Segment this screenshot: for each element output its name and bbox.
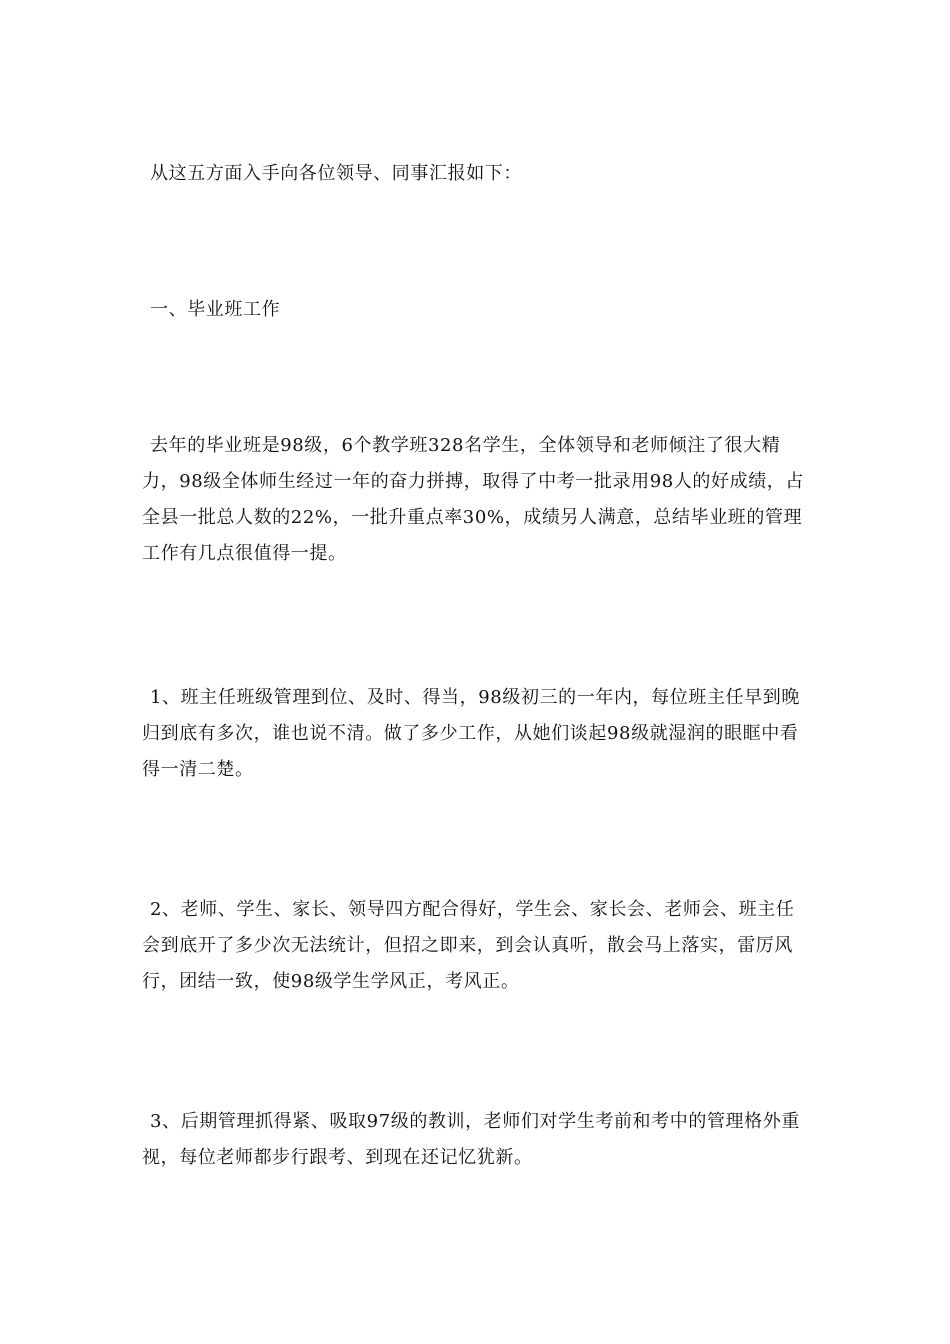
- section-heading: 一、毕业班工作: [150, 299, 281, 320]
- point-1-paragraph: 1、班主任班级管理到位、及时、得当，98级初三的一年内，每位班主任早到晚归到底有多次，谁也说不清。做了多少工作，从她们谈起98级就湿润的眼眶中看得一清二楚。: [142, 687, 800, 780]
- summary-paragraph: 去年的毕业班是98级，6个教学班328名学生，全体领导和老师倾注了很大精力，98级全体师生经过一年的奋力拼搏，取得了中考一批录用98人的好成绩，占全县一批总人数的22%，一批升重点率30%，成绩另人满意，总结毕业班的管理工作有几点很值得一提。: [142, 435, 805, 564]
- point-2-paragraph: 2、老师、学生、家长、领导四方配合得好，学生会、家长会、老师会、班主任会到底开了多少次无法统计，但招之即来，到会认真听，散会马上落实，雷厉风行，团结一致，使98级学生学风正，考风正。: [142, 899, 795, 992]
- intro-paragraph: 从这五方面入手向各位领导、同事汇报如下：: [150, 163, 522, 184]
- point-3-paragraph: 3、后期管理抓得紧、吸取97级的教训，老师们对学生考前和考中的管理格外重视，每位老师都步行跟考、到现在还记忆犹新。: [142, 1111, 800, 1168]
